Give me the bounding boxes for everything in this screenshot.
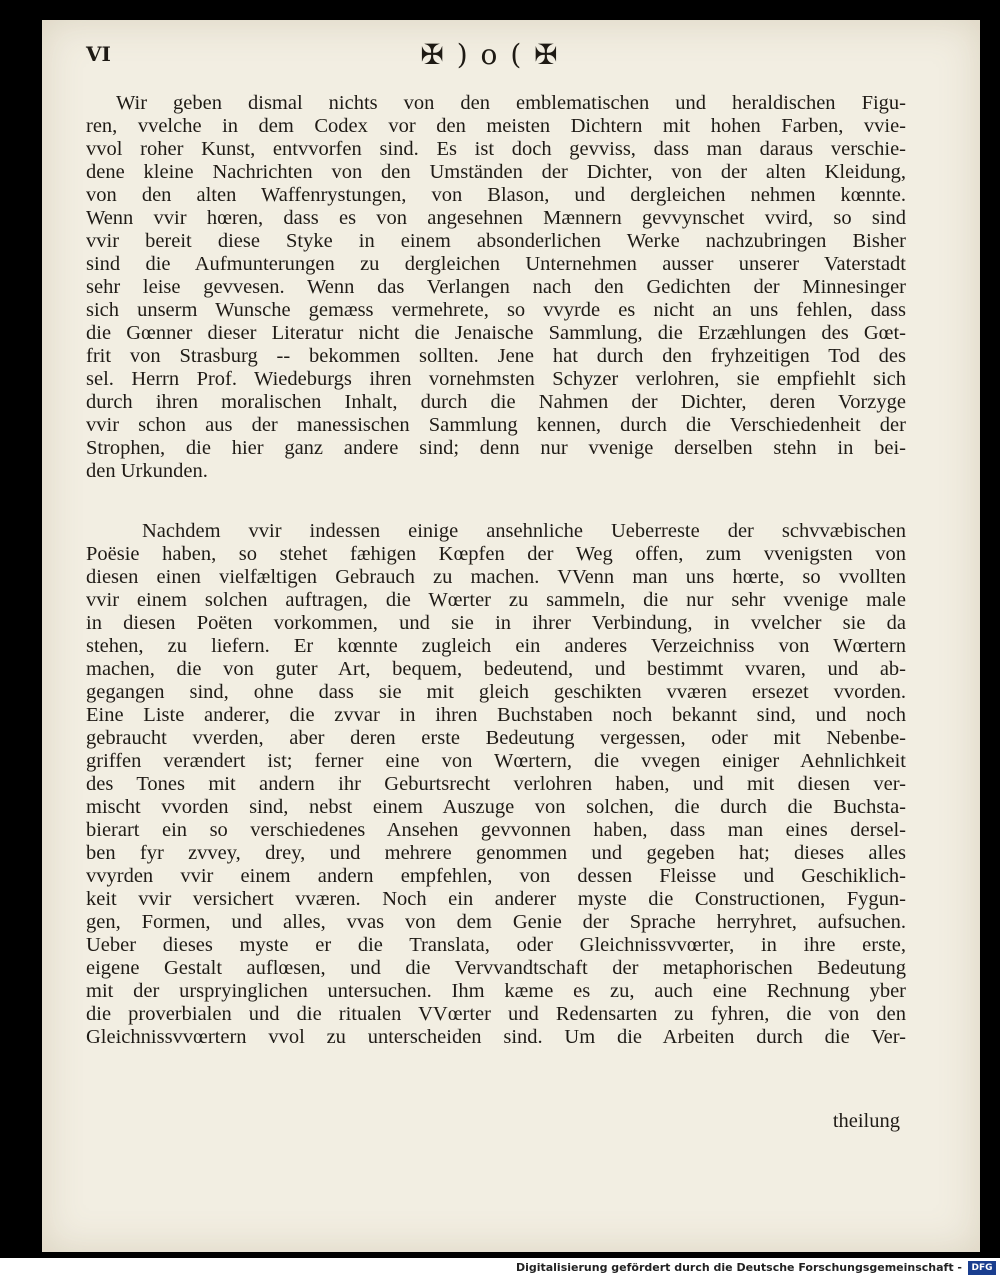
- text-line: vvir einem solchen auftragen, die Wœrter zu sammeln, die nur sehr vvenige male: [86, 589, 906, 611]
- text-line: ben fyr zvvey, drey, und mehrere genommen und gegeben hat; dieses alles: [86, 842, 906, 864]
- text-line: Ueber dieses myste er die Translata, oder Gleichnissvvœrter, in ihre erste,: [86, 934, 906, 956]
- text-line: den Urkunden.: [86, 460, 208, 482]
- text-line: die proverbialen und die ritualen VVœrter und Redensarten zu fyhren, die von den: [86, 1003, 906, 1025]
- text-line: diesen einen vielfæltigen Gebrauch zu machen. VVenn man uns hœrte, so vvollten: [86, 566, 906, 588]
- paragraph-2: [86, 520, 906, 1049]
- paragraph-1: [86, 92, 906, 483]
- text-line: sehr leise gevvesen. Wenn das Verlangen nach den Gedichten der Minnesinger: [86, 276, 906, 298]
- text-line: Wenn vvir hœren, dass es von angesehnen Mænnern gevvynschet vvird, so sind: [86, 207, 906, 229]
- text-line: sich unserm Wunsche gemæss vermehrete, so vvyrde es nicht an uns fehlen, dass: [86, 299, 906, 321]
- text-line: des Tones mit andern ihr Geburtsrecht verlohren haben, und mit diesen ver-: [86, 773, 906, 795]
- text-line: griffen verændert ist; ferner eine von Wœrtern, die vvegen einiger Aehnlichkeit: [86, 750, 906, 772]
- text-line: Strophen, die hier ganz andere sind; denn nur vvenige derselben stehn in bei-: [86, 437, 906, 459]
- text-line: ren, vvelche in dem Codex vor den meisten Dichtern mit hohen Farben, vvie-: [86, 115, 906, 137]
- text-line: machen, die von guter Art, bequem, bedeutend, und bestimmt vvaren, und ab-: [86, 658, 906, 680]
- text-line: vvol roher Kunst, entvvorfen sind. Es ist doch gevviss, dass man daraus verschie-: [86, 138, 906, 160]
- text-line: mischt vvorden sind, nebst einem Auszuge von solchen, die durch die Buchsta-: [86, 796, 906, 818]
- text-line: gen, Formen, und alles, vvas von dem Genie der Sprache herryhret, aufsuchen.: [86, 911, 906, 933]
- text-line: sind die Aufmunterungen zu dergleichen Unternehmen ausser unserer Vaterstadt: [86, 253, 906, 275]
- text-line: vvir schon aus der manessischen Sammlung kennen, durch die Verschiedenheit der: [86, 414, 906, 436]
- text-line: vvyrden vvir einem andern empfehlen, von dessen Fleisse und Geschiklich-: [86, 865, 906, 887]
- text-line: Eine Liste anderer, die zvvar in ihren Buchstaben noch bekannt sind, und noch: [86, 704, 906, 726]
- text-line: frit von Strasburg -- bekommen sollten. Jene hat durch den fryhzeitigen Tod des: [86, 345, 906, 367]
- text-line: gebraucht vverden, aber deren erste Bedeutung vergessen, oder mit Nebenbe-: [86, 727, 906, 749]
- page-number: VI: [86, 42, 111, 66]
- text-line: Nachdem vvir indessen einige ansehnliche Ueberreste der schvvæbischen: [142, 520, 906, 542]
- text-line: vvir bereit diese Styke in einem absonderlichen Werke nachzubringen Bisher: [86, 230, 906, 252]
- text-line: die Gœnner dieser Literatur nicht die Jenaische Sammlung, die Erzæhlungen des Gœt-: [86, 322, 906, 344]
- text-line: eigene Gestalt auflœsen, und die Vervvandtschaft der metaphorischen Bedeutung: [86, 957, 906, 979]
- footer-credit: Digitalisierung gefördert durch die Deutsche Forschungsgemeinschaft -: [515, 1261, 962, 1274]
- text-line: sel. Herrn Prof. Wiedeburgs ihren vornehmsten Schyzer verlohren, sie empfiehlt sich: [86, 368, 906, 390]
- text-line: dene kleine Nachrichten von den Umständen der Dichter, von der alten Kleidung,: [86, 161, 906, 183]
- page-header: [80, 38, 900, 78]
- text-line: durch ihren moralischen Inhalt, durch die Nahmen der Dichter, deren Vorzyge: [86, 391, 906, 413]
- header-ornament: ✠ ) o ( ✠: [420, 38, 560, 71]
- dfg-logo: DFG: [968, 1261, 996, 1275]
- text-line: Wir geben dismal nichts von den emblematischen und heraldischen Figu-: [116, 92, 906, 114]
- catchword: theilung: [832, 1110, 900, 1132]
- text-line: Poësie haben, so stehet fæhigen Kœpfen der Weg offen, zum vvenigsten von: [86, 543, 906, 565]
- text-line: von den alten Waffenrystungen, von Blason, und dergleichen nehmen kœnnte.: [86, 184, 906, 206]
- text-line: in diesen Poëten vorkommen, und sie in ihrer Verbindung, in vvelcher sie da: [86, 612, 906, 634]
- text-line: stehen, zu liefern. Er kœnnte zugleich ein anderes Verzeichniss von Wœrtern: [86, 635, 906, 657]
- text-line: bierart ein so verschiedenes Ansehen gevvonnen haben, dass man eines dersel-: [86, 819, 906, 841]
- text-line: mit der urspryinglichen untersuchen. Ihm kæme es zu, auch eine Rechnung yber: [86, 980, 906, 1002]
- text-line: keit vvir versichert vværen. Noch ein anderer myste die Constructionen, Fygun-: [86, 888, 906, 910]
- text-line: Gleichnissvvœrtern vvol zu unterscheiden sind. Um die Arbeiten durch die Ver-: [86, 1026, 906, 1048]
- footer-strip: [0, 1258, 1000, 1278]
- text-line: gegangen sind, ohne dass sie mit gleich geschikten vværen ersezet vvorden.: [86, 681, 906, 703]
